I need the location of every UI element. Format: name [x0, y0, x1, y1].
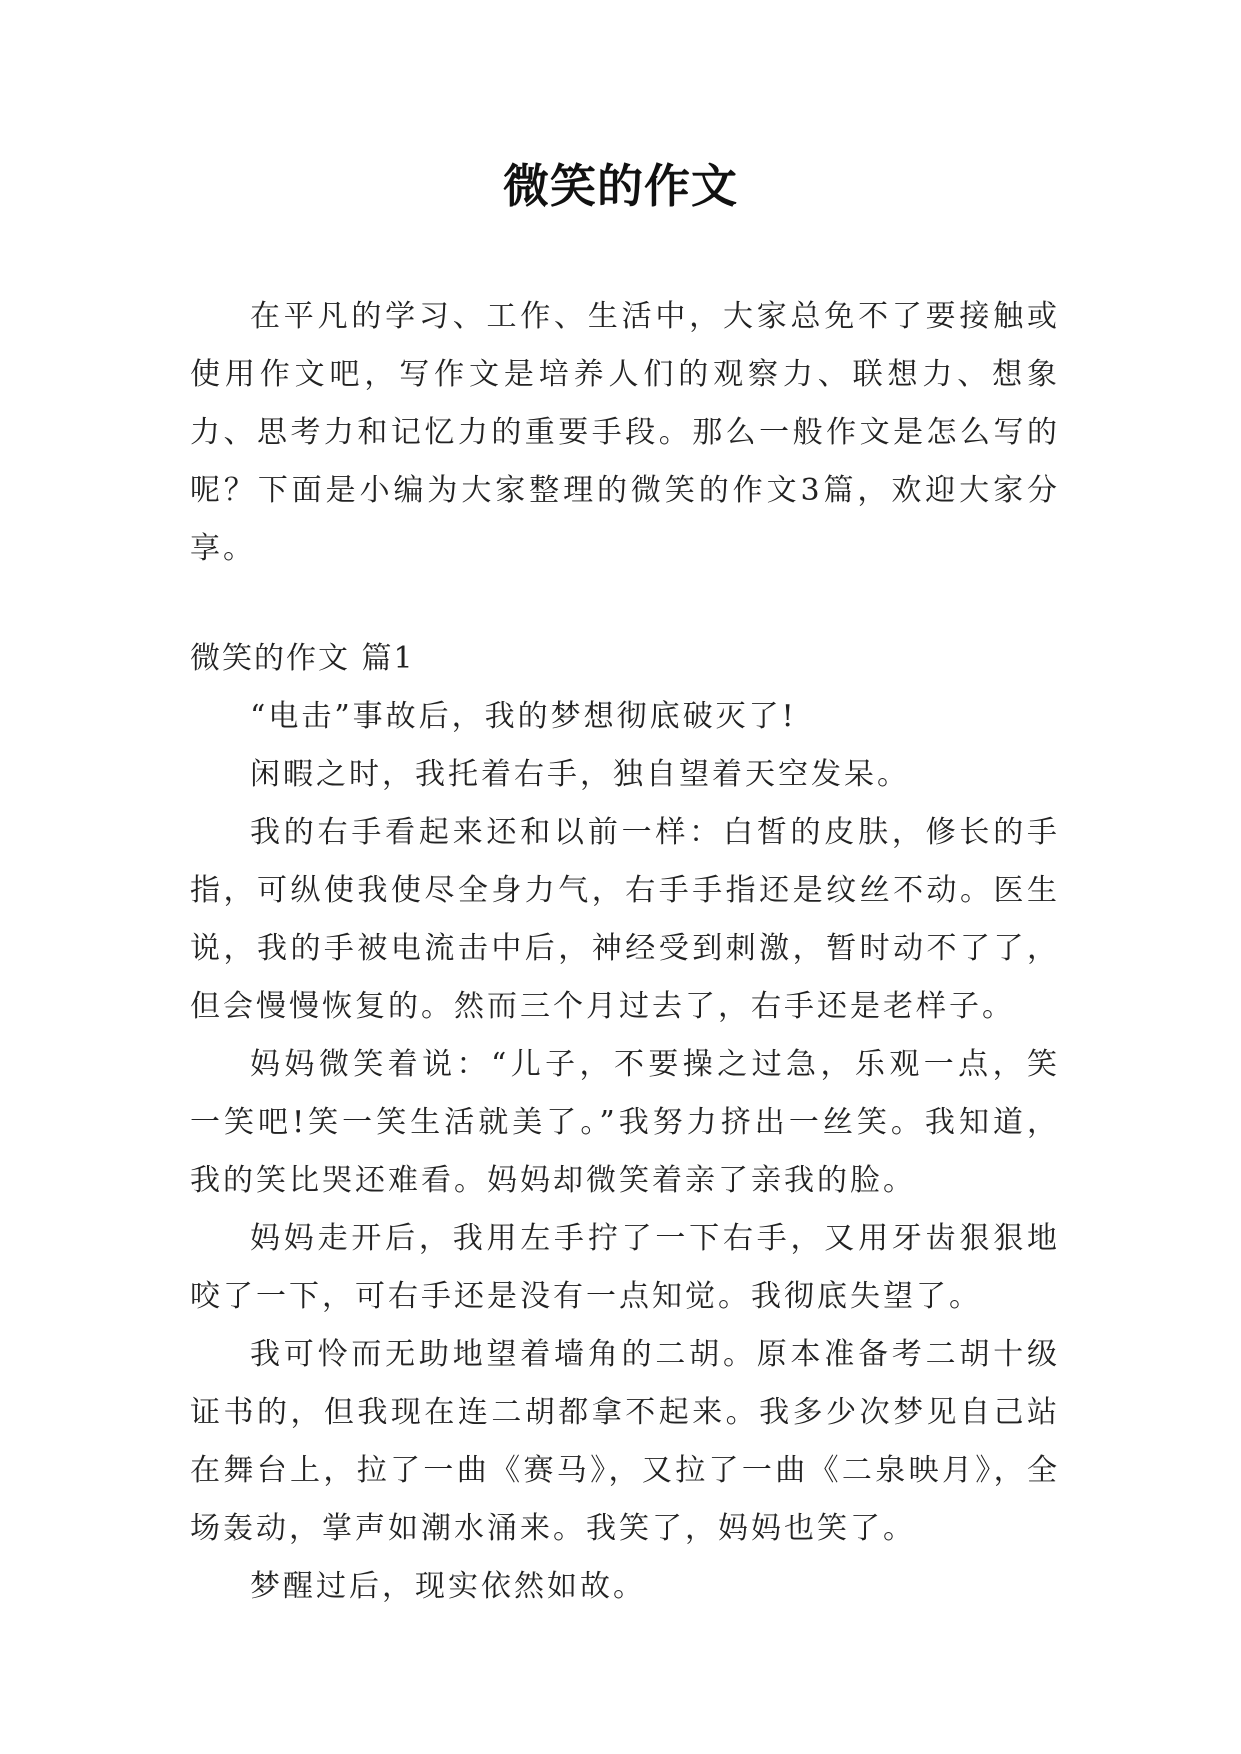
body-paragraph: 我可怜而无助地望着墙角的二胡。原本准备考二胡十级证书的，但我现在连二胡都拿不起来。我多少次梦见自己站在舞台上，拉了一曲《赛马》，又拉了一曲《二泉映月》，全场轰动，掌声如潮水涌来。我笑了，妈妈也笑了。: [190, 1337, 1060, 1546]
intro-paragraph: 在平凡的学习、工作、生活中，大家总免不了要接触或使用作文吧，写作文是培养人们的观察力、联想力、想象力、思考力和记忆力的重要手段。那么一般作文是怎么写的呢？下面是小编为大家整理的微笑的作文3篇，欢迎大家分享。: [190, 299, 1060, 566]
document-title: 微笑的作文: [503, 159, 738, 213]
body-paragraph: 闲暇之时，我托着右手，独自望着天空发呆。: [250, 757, 910, 792]
body-paragraph: 妈妈微笑着说：“儿子，不要操之过急，乐观一点，笑一笑吧!笑一笑生活就美了。”我努力挤出一丝笑。我知道，我的笑比哭还难看。妈妈却微笑着亲了亲我的脸。: [190, 1047, 1060, 1198]
body-paragraph: 梦醒过后，现实依然如故。: [250, 1569, 646, 1604]
section-title: 微笑的作文 篇1: [190, 641, 415, 676]
body-paragraph: “电击”事故后，我的梦想彻底破灭了!: [250, 699, 797, 734]
body-paragraph: 我的右手看起来还和以前一样：白皙的皮肤，修长的手指，可纵使我使尽全身力气，右手手指还是纹丝不动。医生说，我的手被电流击中后，神经受到刺激，暂时动不了了，但会慢慢恢复的。然而三个月过去了，右手还是老样子。: [190, 815, 1060, 1024]
document-body: [190, 288, 1060, 1616]
body-paragraph: 妈妈走开后，我用左手拧了一下右手，又用牙齿狠狠地咬了一下，可右手还是没有一点知觉。我彻底失望了。: [190, 1221, 1060, 1314]
